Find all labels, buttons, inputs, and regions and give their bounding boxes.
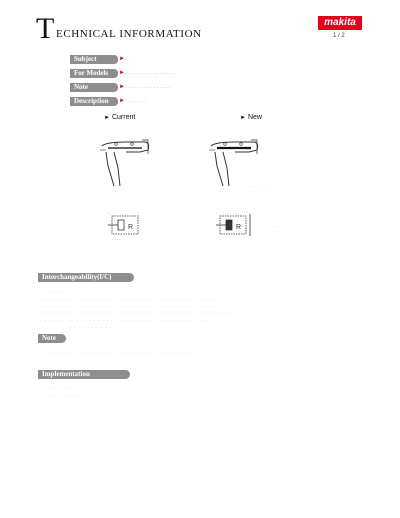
current-label	[104, 114, 135, 121]
page-title	[36, 12, 202, 45]
right-triangle-icon: ►	[119, 70, 125, 76]
new-label	[240, 114, 262, 121]
interchangeability-text: · · · · · · · · · · · · · · · · · · · · · · · · · · · · · · · · · · · · · · ·	[40, 318, 212, 323]
new-drawing-callout: · · · · ·	[250, 184, 271, 189]
svg-text:R: R	[236, 224, 242, 231]
for-models-value: · · · · · · · · · · · · · · · · ·	[126, 71, 177, 77]
right-triangle-icon: ►	[104, 115, 110, 121]
interchangeability-section: Interchangeability(I/C)	[38, 273, 134, 282]
title-initial: T	[36, 12, 55, 45]
note-text: · · · · · · · · · · · · · · · · · · · · · · · · · · · · · · · · · · ·	[44, 351, 198, 356]
interchangeability-text: · · · · · · · · · · · · · · · · · · · · · · · · · · · · · · · · · · · · · · · · ·	[40, 297, 221, 302]
marker-dot: ·	[360, 200, 362, 205]
new-circuit-diagram	[212, 208, 262, 244]
implementation-text: · · · · · ·	[46, 386, 71, 391]
implementation-text: · · · · · · · · ·	[46, 393, 84, 398]
for-models-tag: For Models	[70, 69, 118, 78]
current-tool-drawing	[96, 136, 158, 190]
svg-text:·: ·	[108, 210, 110, 215]
page-number: 1 / 2	[333, 33, 345, 39]
subject-tag: Subject	[70, 55, 118, 64]
svg-text:·: ·	[216, 210, 218, 215]
marker-dot: ·	[36, 124, 38, 129]
new-circuit-callout: · · ·	[274, 224, 286, 229]
right-triangle-icon: ►	[240, 115, 246, 121]
interchangeability-text: · · · · · · · · · · · · · · · · · · · · · · · · · · · · · · · · · · · · · · · · · · · · ·	[40, 311, 238, 316]
new-tool-drawing	[205, 136, 271, 190]
new-circuit-callout: · ·	[236, 248, 243, 253]
svg-text:R: R	[128, 224, 134, 231]
note-section: Note	[38, 334, 66, 343]
title-rest: ECHNICAL INFORMATION	[56, 28, 202, 40]
note-tag: Note	[70, 83, 118, 92]
current-label-text: Current	[111, 114, 136, 121]
svg-text:·: ·	[220, 237, 222, 242]
description-value: · · · · · · ·	[126, 99, 146, 105]
svg-text:· · · ·: · · · ·	[112, 237, 121, 242]
current-circuit-diagram	[104, 208, 148, 244]
description-tag: Description	[70, 97, 118, 106]
svg-text:·: ·	[138, 210, 140, 215]
interchangeability-text: · · · · · · · · · · · · · · · · · · · · · · · · · · · · · · · · · · · · · · · · ·	[40, 304, 221, 309]
svg-text:·: ·	[246, 210, 248, 215]
interchangeability-text: · · · · · ·	[44, 290, 69, 295]
new-label-text: New	[247, 114, 262, 121]
right-triangle-icon: ►	[119, 84, 125, 90]
right-triangle-icon: ►	[119, 98, 125, 104]
subject-value: ·	[126, 57, 128, 63]
right-triangle-icon: ►	[119, 56, 125, 62]
makita-logo: makita	[318, 16, 362, 30]
implementation-section: Implementation	[38, 370, 130, 379]
marker-dot: ·	[36, 200, 38, 205]
interchangeability-text: · · · · · · · · · ·	[70, 325, 113, 330]
note-value: · · · · · · · · · · · · · · ·	[126, 85, 171, 91]
